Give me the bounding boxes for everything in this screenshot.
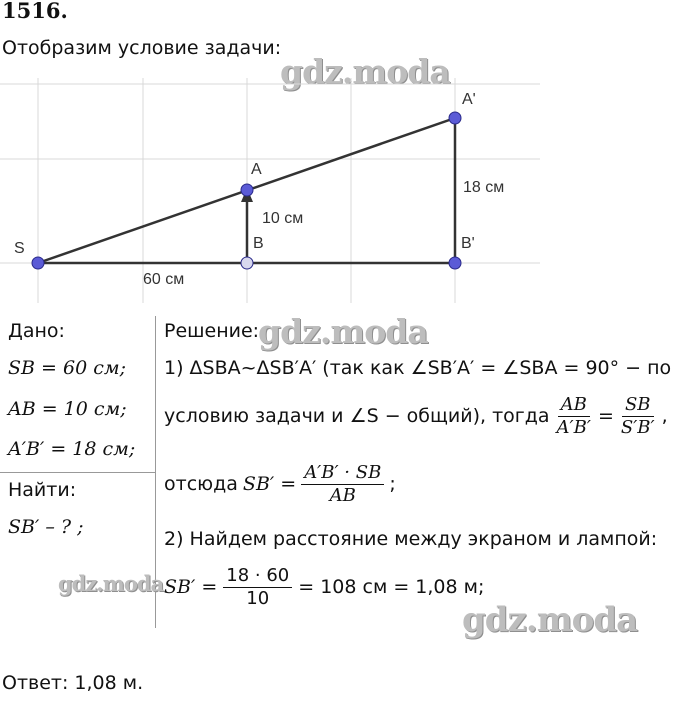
watermark-bottom: gdz.moda xyxy=(462,600,638,640)
find-item: SB′ – ? ; xyxy=(8,516,84,538)
given-header: Дано: xyxy=(8,320,65,342)
step1-line2 xyxy=(164,394,668,438)
step2-formula-den: 10 xyxy=(246,587,270,609)
point-b1 xyxy=(449,257,461,269)
grid xyxy=(0,78,540,303)
ratio-comma: , xyxy=(661,405,668,428)
ratio-2-den: S′B′ xyxy=(620,416,655,438)
label-a: A xyxy=(251,161,262,178)
intro-text: Отобразим условие задачи: xyxy=(2,37,282,59)
step2-line1: 2) Найдем расстояние между экраном и лампой: xyxy=(164,528,658,550)
step1-line1: 1) ΔSBA~ΔSB′A′ (так как ∠SB′A′ = ∠SBA = 90° − по xyxy=(164,357,672,379)
watermark-solution: gdz.moda xyxy=(258,312,428,351)
ratio-2 xyxy=(618,394,658,438)
figure xyxy=(0,78,540,303)
sb1-formula xyxy=(301,462,384,506)
answer: Ответ: 1,08 м. xyxy=(2,672,144,694)
sb1-semicolon: ; xyxy=(389,473,396,496)
step1-line3 xyxy=(164,462,396,506)
label-b: B xyxy=(253,235,264,252)
label-sb: 60 см xyxy=(143,271,185,288)
step2-lhs: SB′ = xyxy=(164,576,218,599)
given-item-1: SB = 60 см; xyxy=(8,357,126,379)
ratio-eq: = xyxy=(597,405,614,428)
step2-formula-num: 18 · 60 xyxy=(223,565,292,588)
solution-header: Решение: xyxy=(164,320,260,342)
problem-number: 1516. xyxy=(2,0,68,23)
label-a1: A' xyxy=(462,91,476,108)
ratio-1 xyxy=(554,394,594,438)
given-item-3: A′B′ = 18 см; xyxy=(8,438,136,460)
step1-line3-prefix: отсюда xyxy=(164,473,238,496)
label-ab: 10 см xyxy=(262,210,304,227)
ratio-2-num: SB xyxy=(622,394,654,417)
sb1-lhs: SB′ = xyxy=(242,473,297,496)
point-a xyxy=(241,184,253,196)
given-find-divider xyxy=(0,472,155,473)
step2-formula xyxy=(223,565,292,609)
ratio-1-num: AB xyxy=(558,394,590,417)
point-b xyxy=(241,257,253,269)
label-s: S xyxy=(14,240,25,257)
ratio-1-den: A′B′ xyxy=(556,416,591,438)
find-header: Найти: xyxy=(8,479,77,501)
point-s xyxy=(32,257,44,269)
point-a1 xyxy=(449,112,461,124)
sb1-formula-num: A′B′ · SB xyxy=(301,462,384,485)
label-a1b1: 18 см xyxy=(463,179,505,196)
given-item-2: AB = 10 см; xyxy=(8,398,127,420)
label-b1: B' xyxy=(461,235,475,252)
watermark-small: gdz.moda xyxy=(58,571,164,596)
watermark: gdz.moda xyxy=(280,52,450,91)
step2-line2 xyxy=(164,565,484,609)
step1-line2-text: условию задачи и ∠S − общий), тогда xyxy=(164,405,550,428)
sb1-formula-den: AB xyxy=(329,484,356,506)
step2-rhs: = 108 см = 1,08 м; xyxy=(298,576,485,599)
